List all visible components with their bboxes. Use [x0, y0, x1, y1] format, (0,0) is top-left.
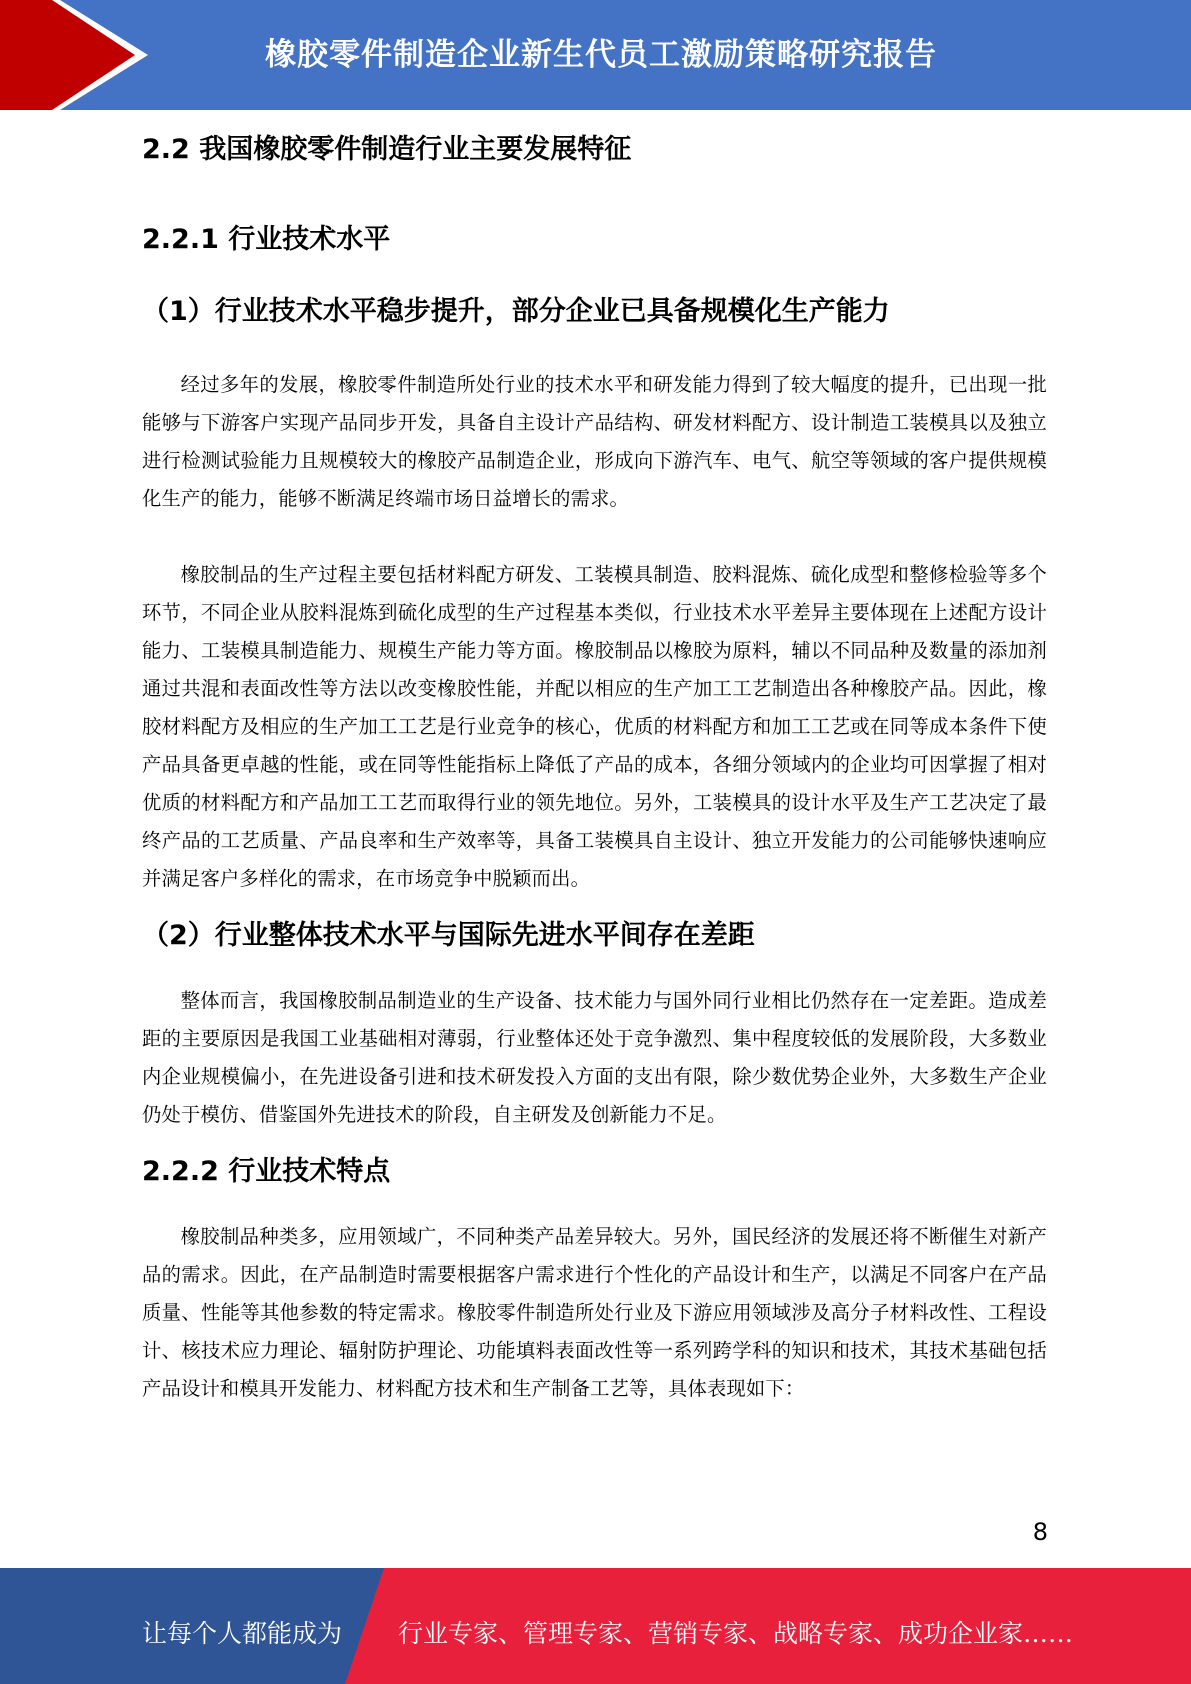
- page-number: 8: [1032, 1518, 1048, 1546]
- subsection-heading-2: （2）行业整体技术水平与国际先进水平间存在差距: [142, 920, 755, 951]
- page-footer: [0, 1568, 1191, 1684]
- paragraph: 经过多年的发展，橡胶零件制造所处行业的技术水平和研发能力得到了较大幅度的提升，已出现一批能够与下游客户实现产品同步开发，具备自主设计产品结构、研发材料配方、设计制造工装模具以及独立进行检测试验能力且规模较大的橡胶产品制造企业，形成向下游汽车、电气、航空等领域的客户提供规模化生产的能力，能够不断满足终端市场日益增长的需求。: [142, 373, 1047, 510]
- report-title: 橡胶零件制造企业新生代员工激励策略研究报告: [265, 37, 937, 73]
- paragraph: 整体而言，我国橡胶制品制造业的生产设备、技术能力与国外同行业相比仍然存在一定差距。造成差距的主要原因是我国工业基础相对薄弱，行业整体还处于竞争激烈、集中程度较低的发展阶段，大多数业内企业规模偏小，在先进设备引进和技术研发投入方面的支出有限，除少数优势企业外，大多数生产企业仍处于模仿、借鉴国外先进技术的阶段，自主研发及创新能力不足。: [142, 989, 1047, 1126]
- paragraph: 橡胶制品种类多，应用领域广，不同种类产品差异较大。另外，国民经济的发展还将不断催生对新产品的需求。因此，在产品制造时需要根据客户需求进行个性化的产品设计和生产，以满足不同客户在产品质量、性能等其他参数的特定需求。橡胶零件制造所处行业及下游应用领域涉及高分子材料改性、工程设计、核技术应力理论、辐射防护理论、功能填料表面改性等一系列跨学科的知识和技术，其技术基础包括产品设计和模具开发能力、材料配方技术和生产制备工艺等，具体表现如下：: [142, 1225, 1047, 1400]
- section-heading-2-2-2: 2.2.2 行业技术特点: [142, 1156, 391, 1187]
- footer-slogan-left: 让每个人都能成为: [142, 1619, 343, 1648]
- page-content: [142, 130, 1047, 1408]
- section-heading-2-2: 2.2 我国橡胶零件制造行业主要发展特征: [142, 134, 632, 165]
- subsection-heading-1: （1）行业技术水平稳步提升，部分企业已具备规模化生产能力: [142, 296, 890, 327]
- paragraph: 橡胶制品的生产过程主要包括材料配方研发、工装模具制造、胶料混炼、硫化成型和整修检验等多个环节，不同企业从胶料混炼到硫化成型的生产过程基本类似，行业技术水平差异主要体现在上述配方设计能力、工装模具制造能力、规模生产能力等方面。橡胶制品以橡胶为原料，辅以不同品种及数量的添加剂通过共混和表面改性等方法以改变橡胶性能，并配以相应的生产加工工艺制造出各种橡胶产品。因此，橡胶材料配方及相应的生产加工工艺是行业竞争的核心，优质的材料配方和加工工艺或在同等成本条件下使产品具备更卓越的性能，或在同等性能指标上降低了产品的成本，各细分领域内的企业均可因掌握了相对优质的材料配方和产品加工工艺而取得行业的领先地位。另外，工装模具的设计水平及生产工艺决定了最终产品的工艺质量、产品良率和生产效率等，具备工装模具自主设计、独立开发能力的公司能够快速响应并满足客户多样化的需求，在市场竞争中脱颖而出。: [142, 563, 1047, 890]
- footer-slogan-right: 行业专家、管理专家、营销专家、战略专家、成功企业家……: [398, 1619, 1074, 1648]
- section-heading-2-2-1: 2.2.1 行业技术水平: [142, 224, 391, 255]
- page-header: [0, 0, 1191, 110]
